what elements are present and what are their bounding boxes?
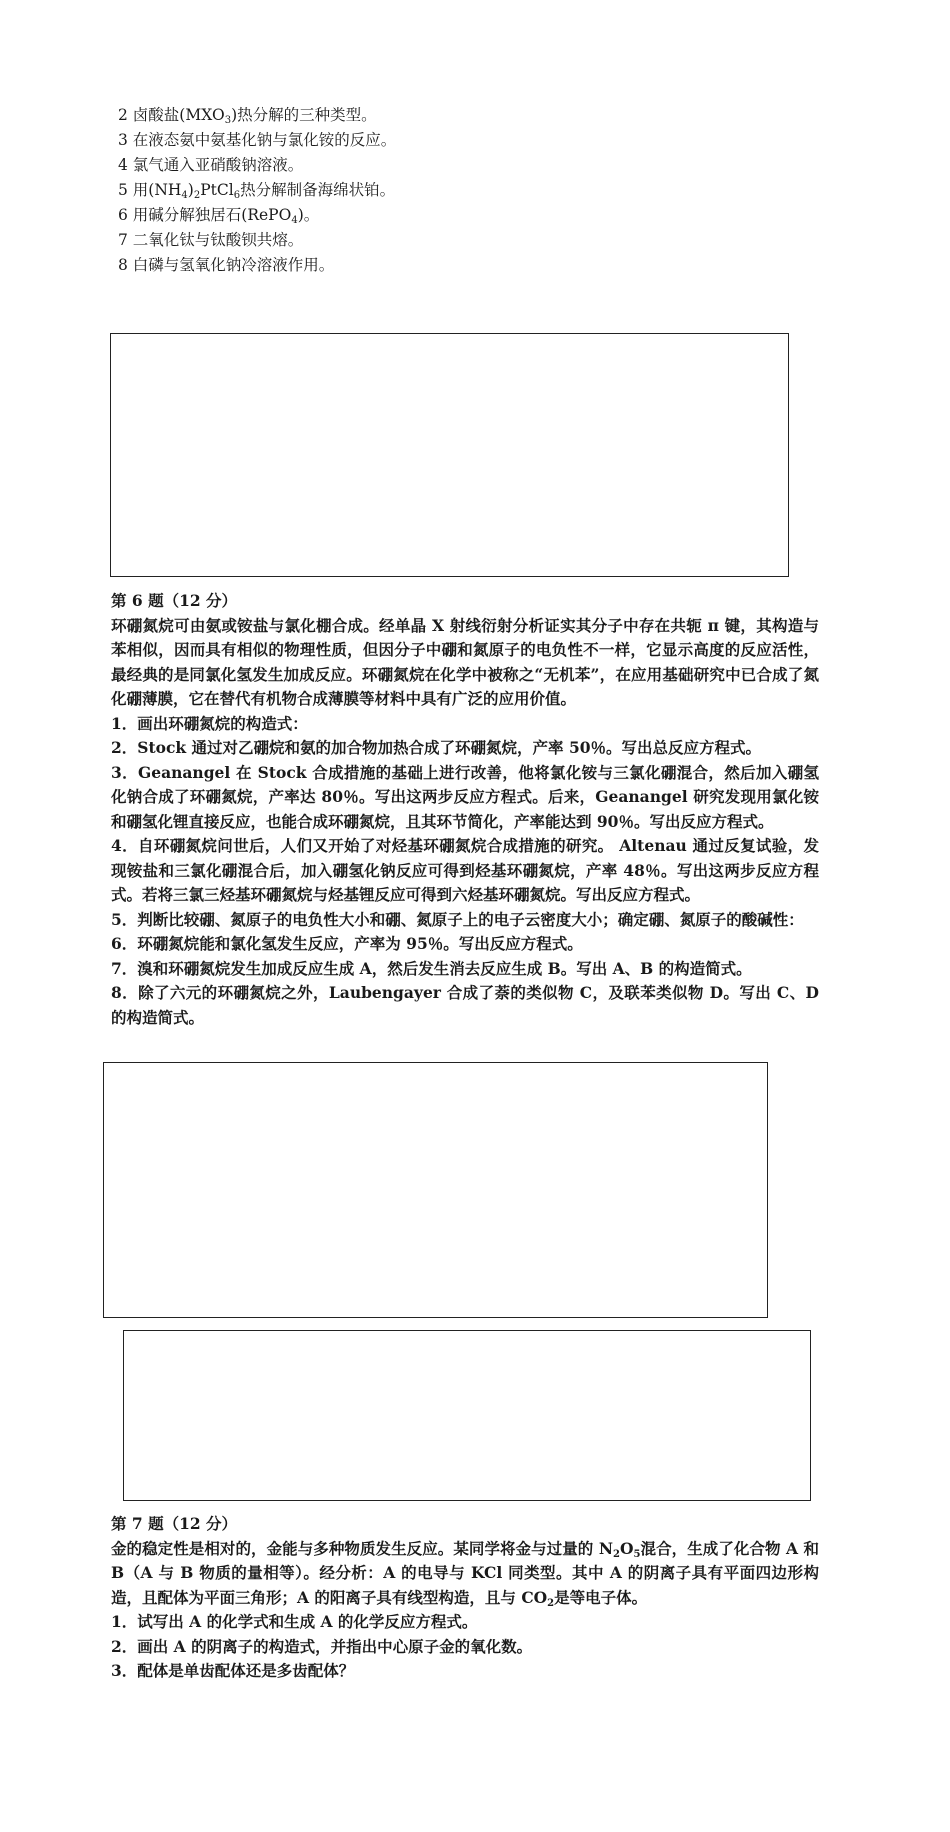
answer-box-3[interactable] (123, 1330, 811, 1501)
list-item: 2 卤酸盐$(MXO_3)$热分解的三种类型。 (118, 106, 377, 126)
question-paragraph: 4．自环硼氮烷问世后，人们又开始了对烃基环硼氮烷合成措施的研究。 Altenau 通过反复试验，发现铵盐和三氯化硼混合后，加入硼氢化钠反应可得到烃基环硼氮烷，产率 48％。写出这两步反应方程式。若将三氯三烃基环硼氮烷与烃基锂反应可得到六烃基环硼氮烷。写出反应方程式。 (111, 836, 819, 904)
list-item: 4 氯气通入亚硝酸钠溶液。 (118, 156, 304, 174)
question-7-body (111, 1537, 819, 1684)
list-item: 5 用$(NH_4)_2PtCl_6$热分解制备海绵状铂。 (118, 181, 396, 201)
question-paragraph: 环硼氮烷可由氨或铵盐与氯化棚合成。经单晶 X 射线衍射分析证实其分子中存在共轭 π 键，其构造与苯相似，因而具有相似的物理性质，但因分子中硼和氮原子的电负性不一样，它显示高度的反应活性，最经典的是同氯化氢发生加成反应。环硼氮烷在化学中被称之“无机苯”，在应用基础研究中已合成了氮化硼薄膜，它在替代有机物合成薄膜等材料中具有广泛的应用价值。 (111, 615, 819, 708)
question-paragraph: 3．Geanangel 在 Stock 合成措施的基础上进行改善，他将氯化铵与三氯化硼混合，然后加入硼氢化钠合成了环硼氮烷，产率达 80％。写出这两步反应方程式。后来，Geanangel 研究发现用氯化铵和硼氢化锂直接反应，也能合成环硼氮烷，且其环节简化，产率能达到 90％。写出反应方程式。 (111, 762, 819, 831)
question-paragraph: 3．配体是单齿配体还是多齿配体？ (111, 1661, 355, 1680)
question-7 (111, 1512, 819, 1684)
question-7-title: 第 7 题（12 分） (111, 1514, 238, 1533)
answer-box-2[interactable] (103, 1062, 768, 1318)
list-item: 7 二氧化钛与钛酸钡共熔。 (118, 231, 304, 249)
question-paragraph: 6．环硼氮烷能和氯化氢发生反应，产率为 95％。写出反应方程式。 (111, 934, 583, 953)
question-paragraph: 1．试写出 A 的化学式和生成 A 的化学反应方程式。 (111, 1612, 478, 1631)
question-paragraph: 金的稳定性是相对的，金能与多种物质发生反应。某同学将金与过量的 $N_2O_5$混合，生成了化合物 A 和 B（A 与 B 物质的量相等）。经分析：A 的电导与 KCl 同类型。其中 A 的阴离子具有平面四边形构造，且配体为平面三角形；A 的阳离子具有线型构造，且与 $CO_2$是等电子体。 (111, 1538, 819, 1609)
list-item: 6 用碱分解独居石(RePO$_4$)。 (118, 206, 320, 226)
question-paragraph: 7．溴和环硼氮烷发生加成反应生成 A，然后发生消去反应生成 B。写出 A、B 的构造简式。 (111, 958, 752, 978)
question-paragraph: 5．判断比较硼、氮原子的电负性大小和硼、氮原子上的电子云密度大小；确定硼、氮原子的酸碱性： (111, 909, 804, 929)
list-item: 3 在液态氨中氨基化钠与氯化铵的反应。 (118, 131, 397, 149)
question-6-body (111, 614, 819, 1031)
question-paragraph: 2．画出 A 的阴离子的构造式，并指出中心原子金的氧化数。 (111, 1636, 533, 1656)
intro-list (118, 103, 718, 278)
question-6-title: 第 6 题（12 分） (111, 591, 238, 610)
question-paragraph: 1．画出环硼氮烷的构造式： (111, 713, 308, 733)
question-6 (111, 589, 819, 1030)
question-paragraph: 8．除了六元的环硼氮烷之外，Laubengayer 合成了萘的类似物 C，及联苯类似物 D。写出 C、D 的构造简式。 (111, 983, 819, 1027)
list-item: 8 白磷与氢氧化钠冷溶液作用。 (118, 256, 335, 274)
answer-box-1[interactable] (110, 333, 789, 577)
question-paragraph: 2．Stock 通过对乙硼烷和氨的加合物加热合成了环硼氮烷，产率 50％。写出总反应方程式。 (111, 738, 762, 757)
